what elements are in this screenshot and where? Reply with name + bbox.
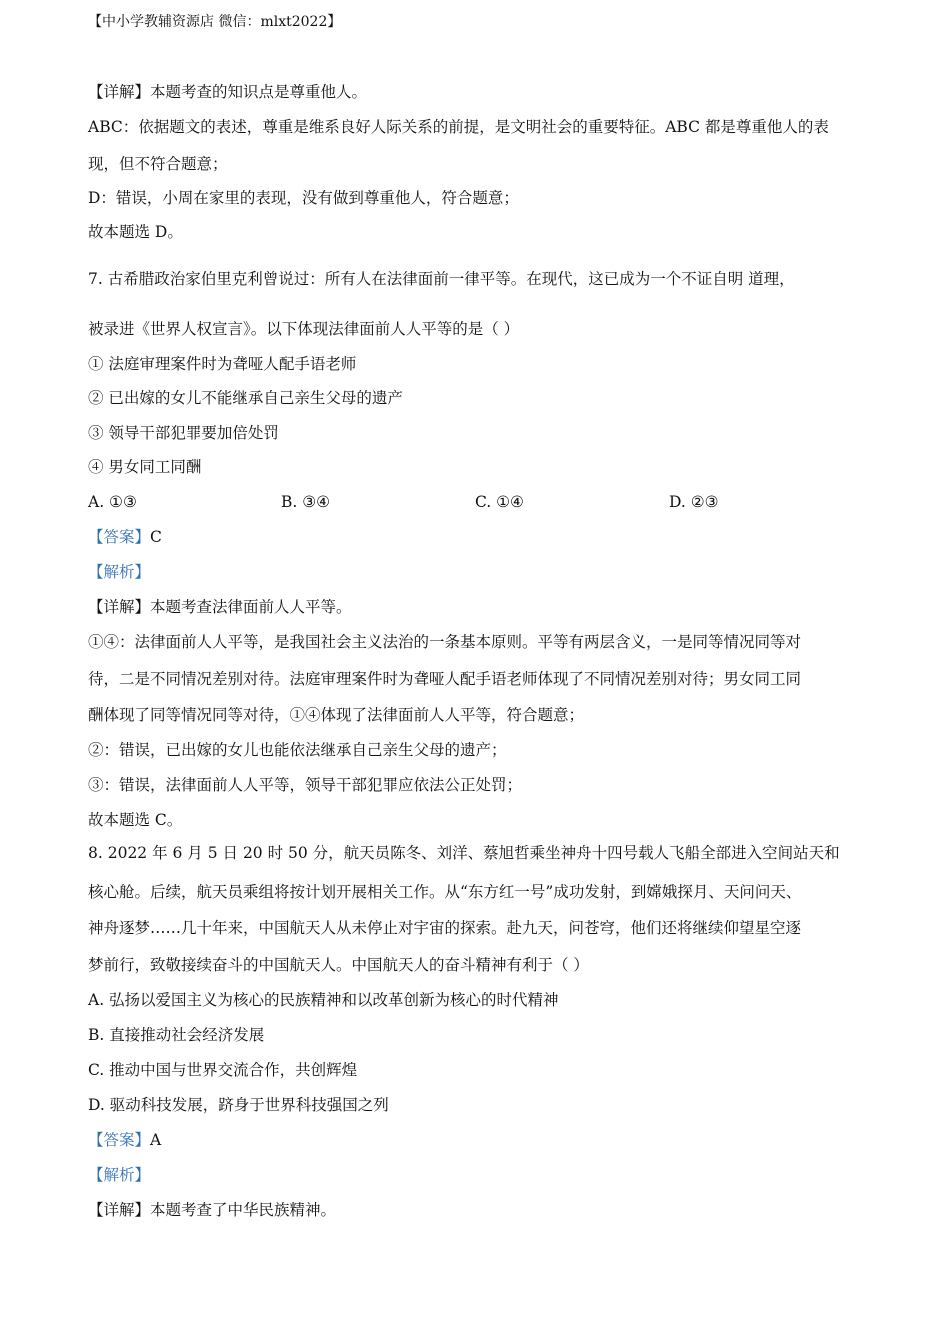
q8-stem-line: 8. 2022 年 6 月 5 日 20 时 50 分，航天员陈冬、刘洋、蔡旭哲乘坐神舟十四号载人飞船全部进入空间站天和 xyxy=(88,844,840,862)
q8-stem-line: 梦前行，致敬接续奋斗的中国航天人。中国航天人的奋斗精神有利于（ ） xyxy=(88,956,589,974)
q8-option-b: B. 直接推动社会经济发展 xyxy=(88,1026,265,1044)
prev-explanation-line: 故本题选 D。 xyxy=(88,223,183,241)
detail-tag: 【详解】 xyxy=(88,1201,151,1219)
detail-text: 本题考查法律面前人人平等。 xyxy=(150,598,352,616)
q8-option-a: A. 弘扬以爱国主义为核心的民族精神和以改革创新为核心的时代精神 xyxy=(88,991,559,1009)
page-header: 【中小学教辅资源店 微信：mlxt2022】 xyxy=(88,14,342,30)
detail-tag: 【详解】 xyxy=(88,83,151,101)
answer-tag: 【答案】 xyxy=(88,1131,151,1149)
q8-detail-line xyxy=(88,1200,870,1220)
q7-answer-line xyxy=(88,527,870,547)
q7-statement: ③ 领导干部犯罪要加倍处罚 xyxy=(88,424,279,442)
q7-explanation-line: ③：错误，法律面前人人平等，领导干部犯罪应依法公正处罚； xyxy=(88,776,523,794)
answer-tag: 【答案】 xyxy=(88,528,151,546)
q7-option-d: D. ②③ xyxy=(669,493,719,511)
q7-option-b: B. ③④ xyxy=(281,493,331,511)
q7-explanation-line: ②：错误，已出嫁的女儿也能依法继承自己亲生父母的遗产； xyxy=(88,741,507,759)
q8-answer-line xyxy=(88,1130,870,1150)
q8-option-c: C. 推动中国与世界交流合作，共创辉煌 xyxy=(88,1061,358,1079)
analysis-tag: 【解析】 xyxy=(88,563,151,581)
q7-statement: ④ 男女同工同酬 xyxy=(88,458,202,476)
prev-explanation-line: 现，但不符合题意； xyxy=(88,155,228,173)
q7-stem-line: 7. 古希腊政治家伯里克利曾说过：所有人在法律面前一律平等。在现代，这已成为一个不证自明 道理， xyxy=(88,270,795,288)
detail-text: 本题考查的知识点是尊重他人。 xyxy=(150,83,368,101)
q7-detail-line xyxy=(88,597,870,617)
detail-text: 本题考查了中华民族精神。 xyxy=(150,1201,337,1219)
q8-stem-line: 核心舱。后续，航天员乘组将按计划开展相关工作。从“东方红一号”成功发射，到嫦娥探月、天问问天、 xyxy=(88,883,802,901)
q7-explanation-line: 待，二是不同情况差别对待。法庭审理案件时为聋哑人配手语老师体现了不同情况差别对待；男女同工同 xyxy=(88,670,802,688)
detail-tag: 【详解】 xyxy=(88,598,151,616)
q7-explanation-line: ①④：法律面前人人平等，是我国社会主义法治的一条基本原则。平等有两层含义，一是同等情况同等对 xyxy=(88,633,802,651)
q7-analysis-line xyxy=(88,562,870,582)
q8-stem-line: 神舟逐梦……几十年来，中国航天人从未停止对宇宙的探索。赴九天，问苍穹，他们还将继续仰望星空逐 xyxy=(88,919,802,937)
q7-statement: ② 已出嫁的女儿不能继承自己亲生父母的遗产 xyxy=(88,389,403,407)
q7-option-c: C. ①④ xyxy=(475,493,524,511)
q7-option-a: A. ①③ xyxy=(88,493,137,511)
answer-value: C xyxy=(150,528,162,546)
q8-analysis-line xyxy=(88,1165,870,1185)
q8-option-d: D. 驱动科技发展，跻身于世界科技强国之列 xyxy=(88,1096,389,1114)
q7-statement: ① 法庭审理案件时为聋哑人配手语老师 xyxy=(88,355,357,373)
prev-detail-line xyxy=(88,82,870,102)
q7-explanation-line: 故本题选 C。 xyxy=(88,811,183,829)
q7-stem-line: 被录进《世界人权宣言》。以下体现法律面前人人平等的是（ ） xyxy=(88,320,520,338)
analysis-tag: 【解析】 xyxy=(88,1166,151,1184)
answer-value: A xyxy=(150,1131,162,1149)
prev-explanation-line: D：错误，小周在家里的表现，没有做到尊重他人，符合题意； xyxy=(88,189,519,207)
prev-explanation-line: ABC：依据题文的表述，尊重是维系良好人际关系的前提，是文明社会的重要特征。ABC 都是尊重他人的表 xyxy=(88,118,829,136)
q7-explanation-line: 酬体现了同等情况同等对待，①④体现了法律面前人人平等，符合题意； xyxy=(88,706,585,724)
